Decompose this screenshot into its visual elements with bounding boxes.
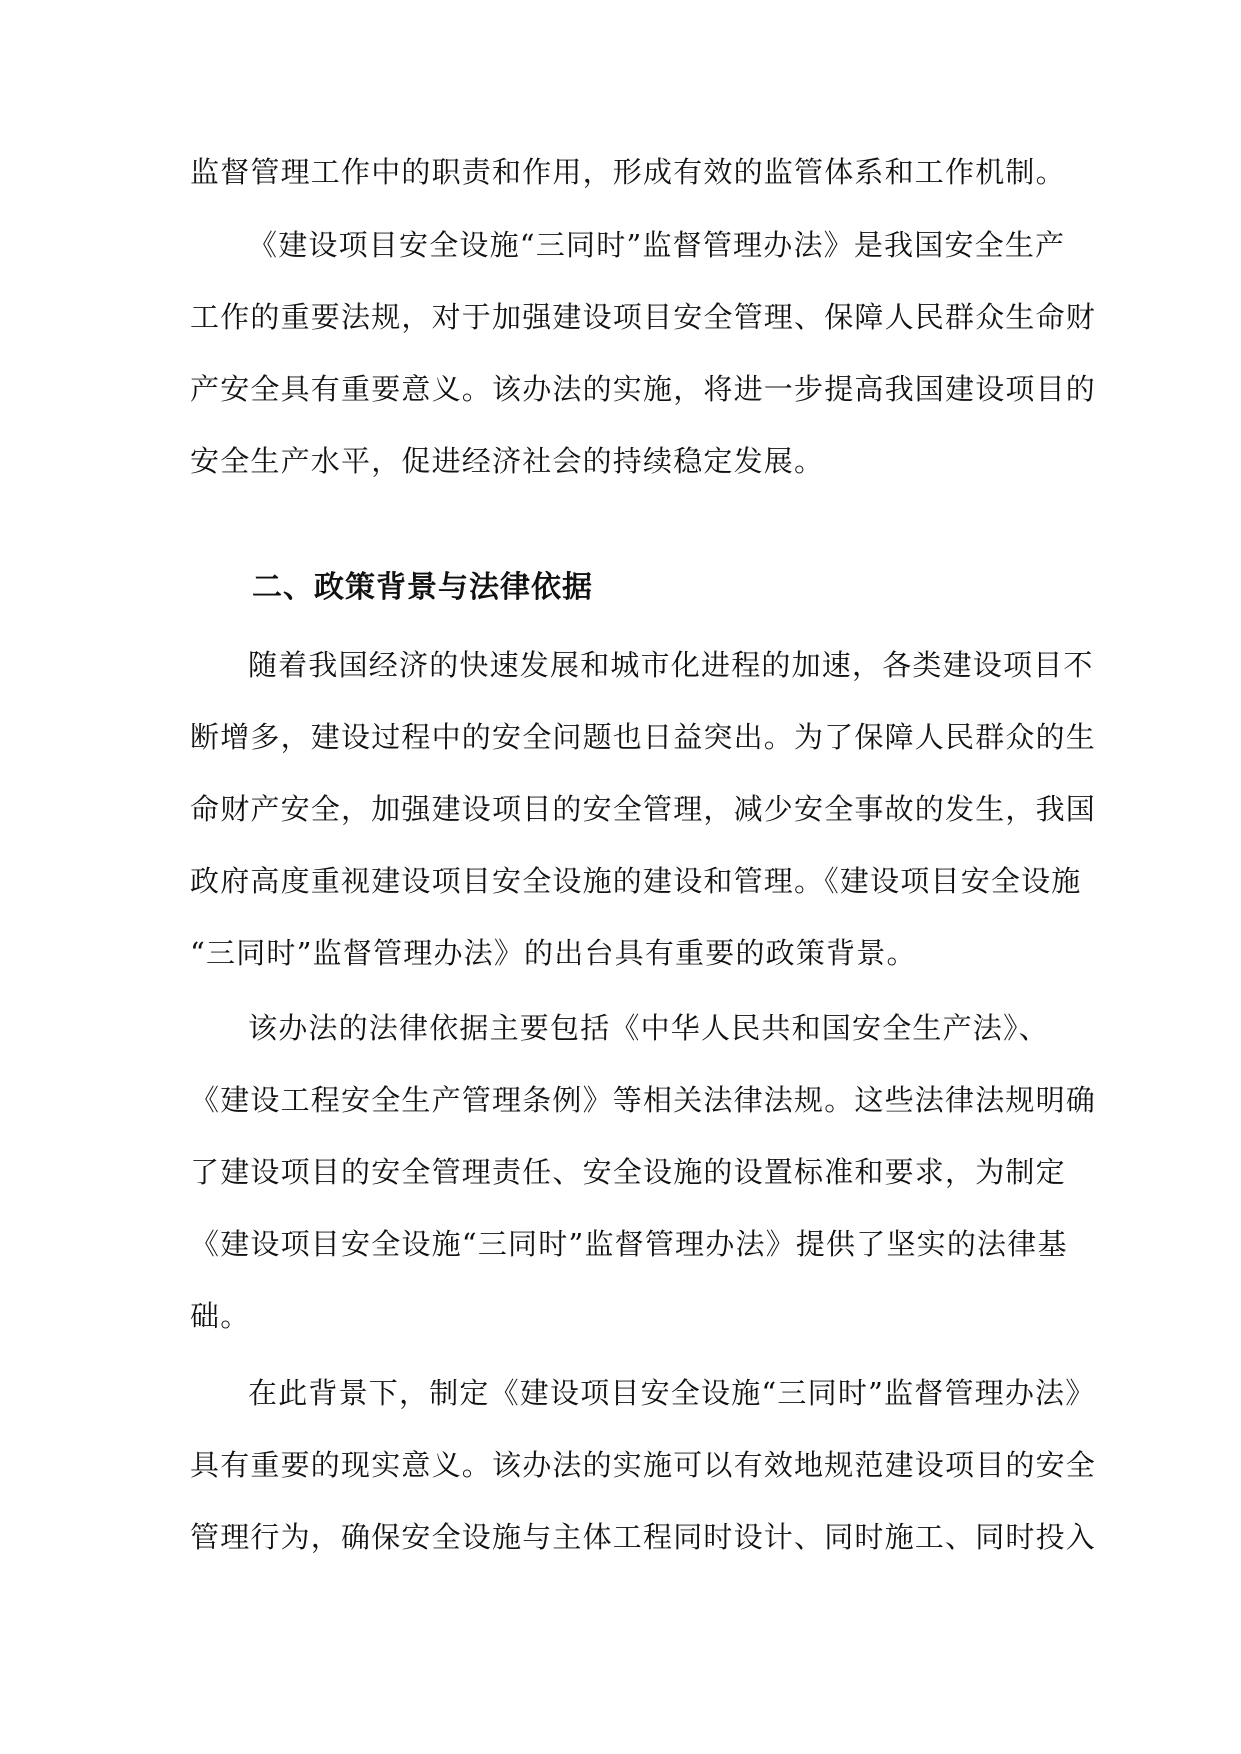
paragraph-line: 管理行为，确保安全设施与主体工程同时设计、同时施工、同时投入: [190, 1520, 1097, 1554]
paragraph-line: 安全生产水平，促进经济社会的持续稳定发展。: [190, 444, 825, 478]
paragraph-line: 断增多，建设过程中的安全问题也日益突出。为了保障人民群众的生: [190, 720, 1097, 754]
paragraph-line: “三同时”监督管理办法》的出台具有重要的政策背景。: [190, 936, 917, 970]
paragraph-line: 《建设工程安全生产管理条例》等相关法律法规。这些法律法规明确: [190, 1083, 1097, 1117]
paragraph-line: 在此背景下，制定《建设项目安全设施“三同时”监督管理办法》: [248, 1376, 1096, 1410]
paragraph-line: 监督管理工作中的职责和作用，形成有效的监管体系和工作机制。: [190, 155, 1066, 189]
paragraph-line: 《建设项目安全设施“三同时”监督管理办法》提供了坚实的法律基: [190, 1227, 1068, 1261]
paragraph-line: 《建设项目安全设施“三同时”监督管理办法》是我国安全生产: [248, 228, 1066, 262]
paragraph-line: 政府高度重视建设项目安全设施的建设和管理。《建设项目安全设施: [190, 864, 1082, 898]
paragraph-line: 工作的重要法规，对于加强建设项目安全管理、保障人民群众生命财: [190, 300, 1097, 334]
paragraph-line: 础。: [190, 1299, 251, 1333]
paragraph-line: 命财产安全，加强建设项目的安全管理，减少安全事故的发生，我国: [190, 792, 1097, 826]
paragraph-line: 了建设项目的安全管理责任、安全设施的设置标准和要求，为制定: [190, 1155, 1066, 1189]
paragraph-line: 具有重要的现实意义。该办法的实施可以有效地规范建设项目的安全: [190, 1448, 1097, 1482]
paragraph-line: 随着我国经济的快速发展和城市化进程的加速，各类建设项目不: [248, 648, 1094, 682]
section-heading: 二、政策背景与法律依据: [252, 570, 593, 605]
paragraph-line: 该办法的法律依据主要包括《中华人民共和国安全生产法》、: [248, 1011, 1049, 1045]
paragraph-line: 产安全具有重要意义。该办法的实施，将进一步提高我国建设项目的: [190, 372, 1097, 406]
